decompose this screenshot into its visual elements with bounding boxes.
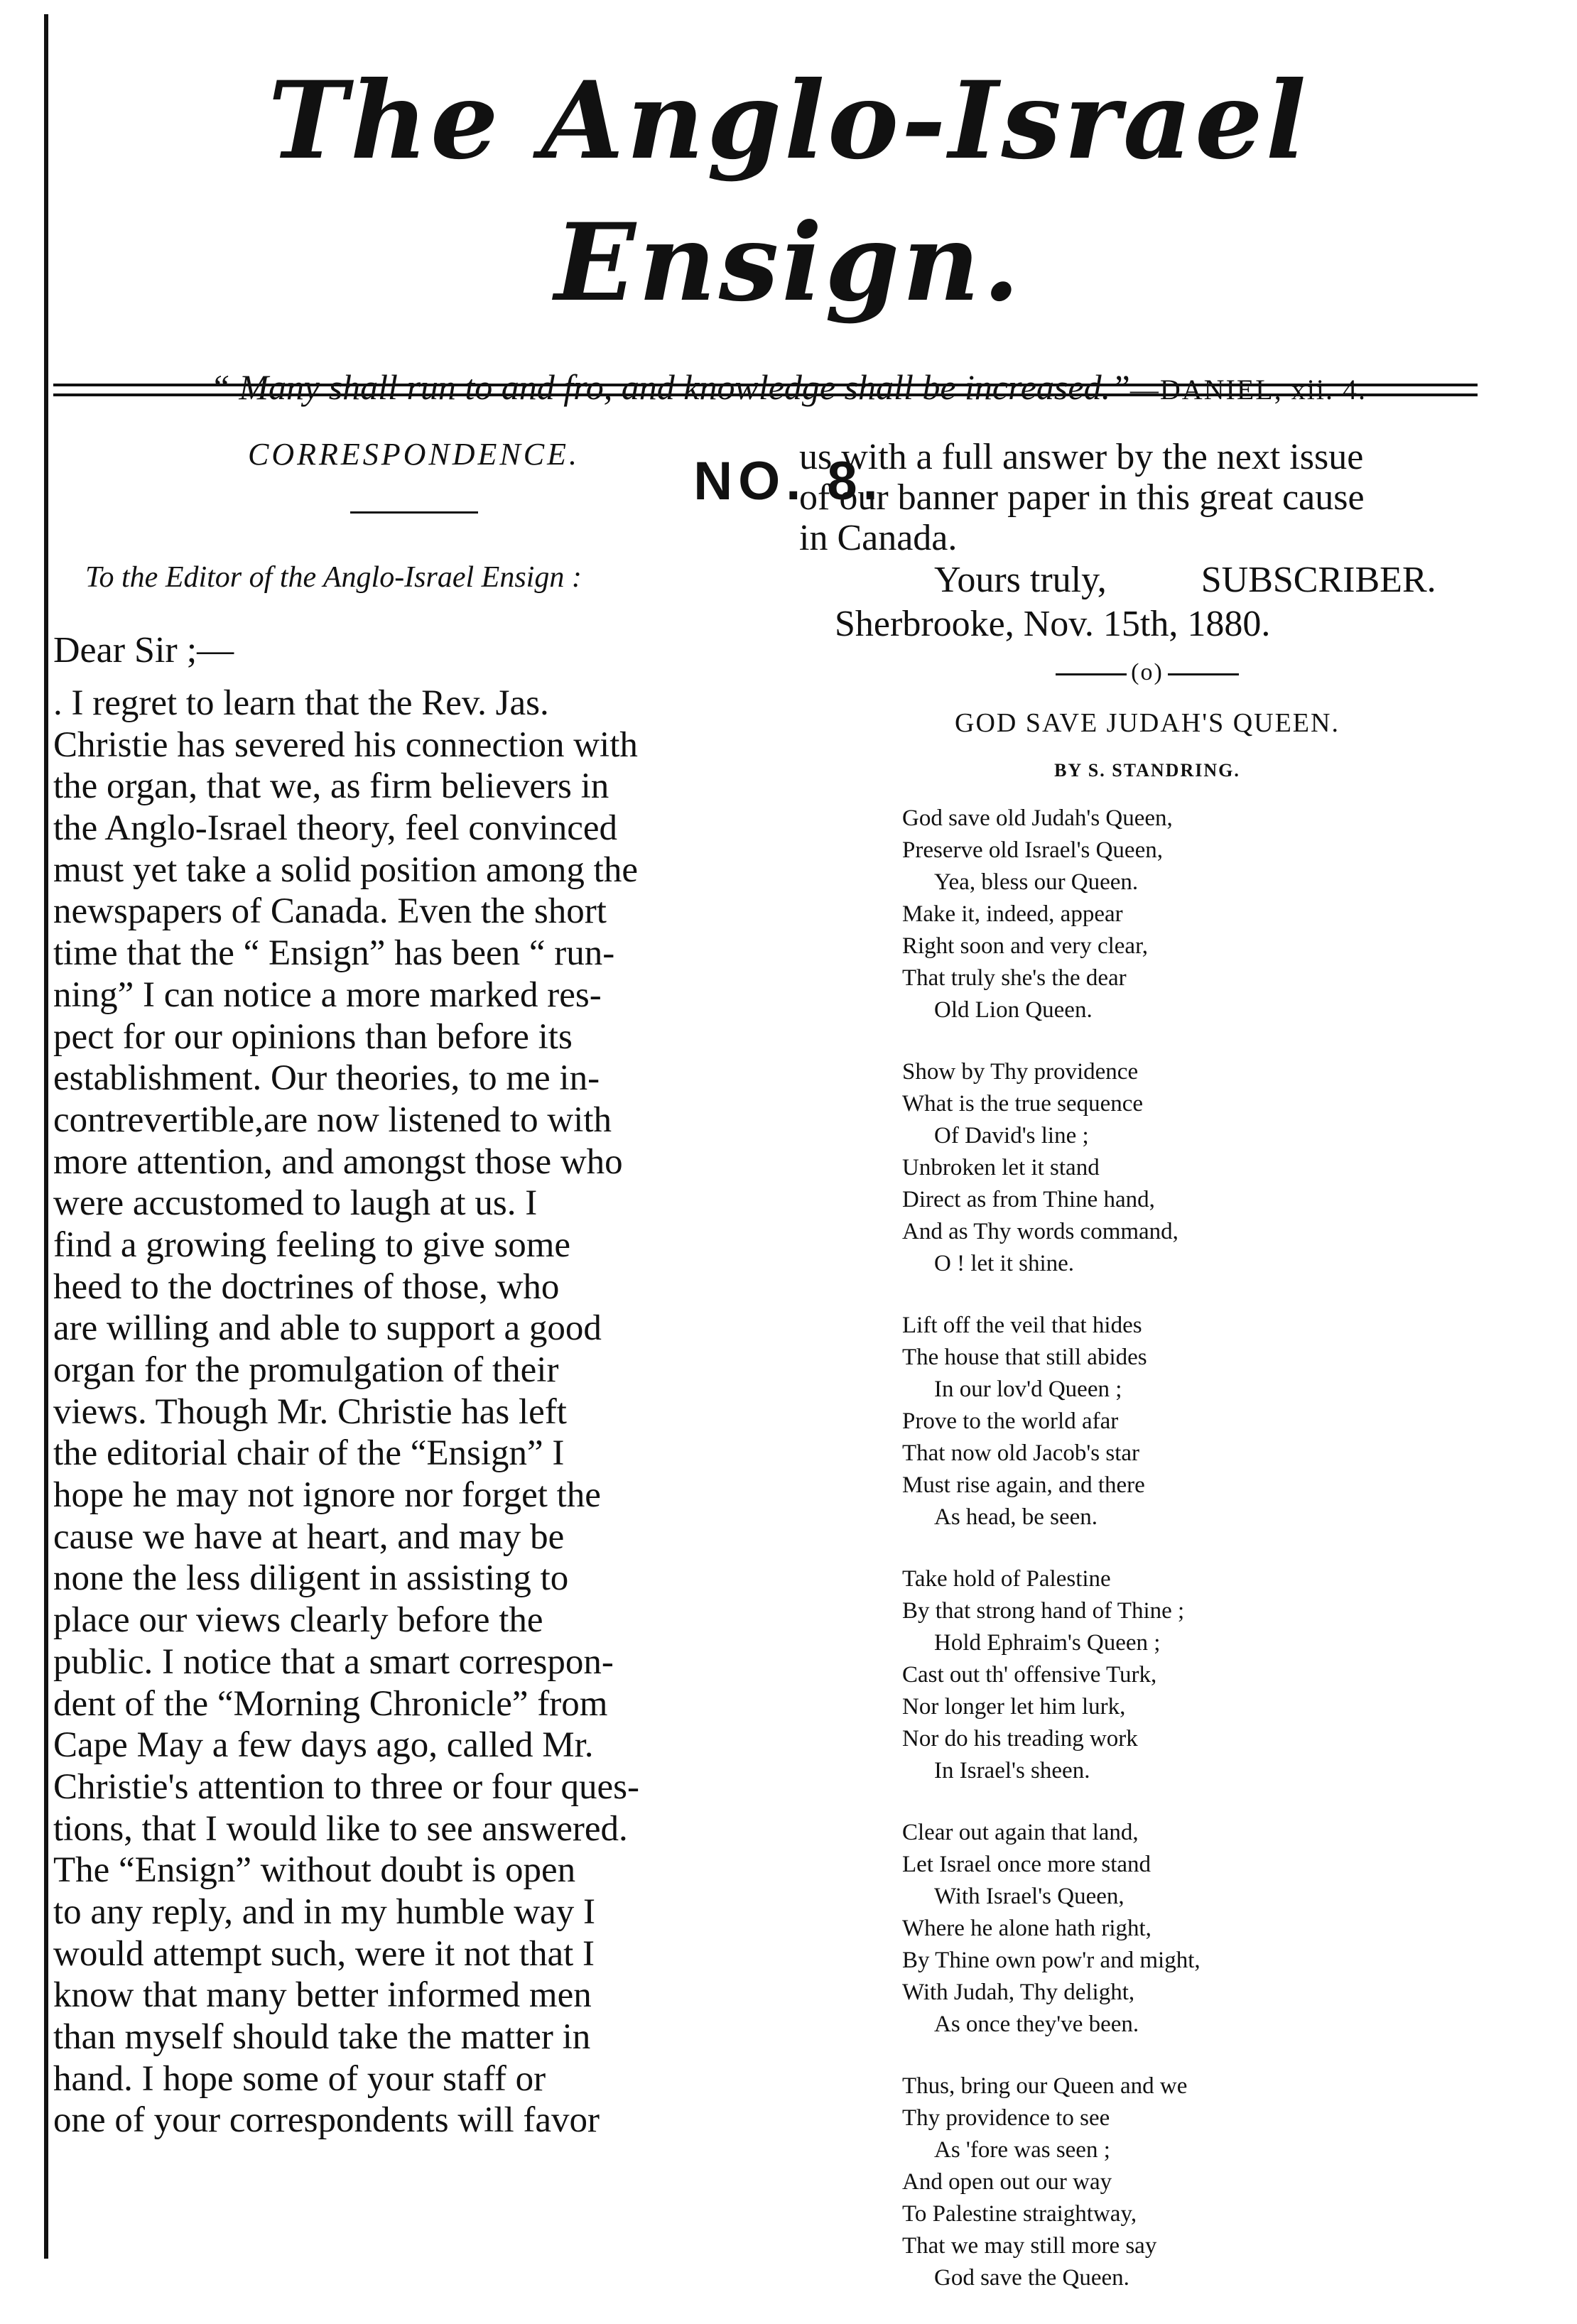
letter-line: The “Ensign” without doubt is open	[53, 1850, 576, 1891]
letter-line: more attention, and amongst those who	[53, 1141, 623, 1182]
motto-text: “ Many shall run to and fro, and knowledge shall be increased.”	[210, 367, 1130, 407]
letter-line: heed to the doctrines of those, who	[53, 1266, 560, 1307]
letter-line: newspapers of Canada. Even the short	[53, 891, 607, 932]
letter-line: contrevertible,are now listened to with	[53, 1099, 612, 1140]
poem-line: By that strong hand of Thine ;	[902, 1598, 1185, 1624]
letter-line: us with a full answer by the next issue	[799, 437, 1364, 477]
letter-line: establishment. Our theories, to me in-	[53, 1058, 600, 1099]
poem-line: As 'fore was seen ;	[934, 2137, 1110, 2163]
poem-line: In Israel's sheen.	[934, 1758, 1090, 1783]
poem-line: Right soon and very clear,	[902, 933, 1149, 959]
letter-line: the organ, that we, as firm believers in	[53, 766, 609, 807]
letter-line: views. Though Mr. Christie has left	[53, 1391, 567, 1432]
poem-line: Must rise again, and there	[902, 1472, 1145, 1498]
poem-stanza	[902, 1310, 1502, 1533]
poem-line: As head, be seen.	[934, 1504, 1098, 1530]
letter-line: one of your correspondents will favor	[53, 2100, 600, 2141]
poem-line: With Judah, Thy delight,	[902, 1980, 1135, 2005]
poem-stanza	[902, 2070, 1502, 2294]
letter-line: hope he may not ignore nor forget the	[53, 1475, 601, 1516]
section-rule	[350, 511, 478, 514]
motto-reference: —DANIEL, xii. 4.	[1129, 374, 1367, 406]
poem-line: Thy providence to see	[902, 2105, 1110, 2131]
poem-title: GOD SAVE JUDAH'S QUEEN.	[955, 708, 1340, 738]
poem-line: With Israel's Queen,	[934, 1884, 1125, 1909]
letter-line: are willing and able to support a good	[53, 1308, 602, 1349]
left-margin-rule	[44, 14, 48, 2259]
poem-line: Nor do his treading work	[902, 1726, 1138, 1752]
poem-line: Let Israel once more stand	[902, 1852, 1151, 1877]
poem-line: That now old Jacob's star	[902, 1440, 1140, 1466]
poem-line: Preserve old Israel's Queen,	[902, 837, 1163, 863]
poem-stanza	[902, 1056, 1502, 1280]
poem-line: Thus, bring our Queen and we	[902, 2073, 1188, 2099]
ornament-divider	[792, 659, 1502, 686]
poem-line: Unbroken let it stand	[902, 1155, 1100, 1180]
poem-line: Lift off the veil that hides	[902, 1313, 1142, 1338]
section-title: CORRESPONDENCE.	[248, 437, 580, 472]
letter-line: of our banner paper in this great cause	[799, 477, 1365, 518]
poem-line: God save old Judah's Queen,	[902, 805, 1173, 831]
letter-line: tions, that I would like to see answered.	[53, 1808, 628, 1849]
letter-line: find a growing feeling to give some	[53, 1225, 570, 1265]
poem-body	[902, 803, 1502, 2294]
right-column	[792, 437, 1502, 2324]
poem-line: Cast out th' offensive Turk,	[902, 1662, 1157, 1688]
poem-line: What is the true sequence	[902, 1091, 1144, 1117]
addressee: To the Editor of the Anglo-Israel Ensign :	[85, 561, 582, 594]
poem-line: Old Lion Queen.	[934, 997, 1093, 1023]
poem-stanza	[902, 803, 1502, 1026]
poem-line: As once they've been.	[934, 2011, 1139, 2037]
poem-line: That truly she's the dear	[902, 965, 1127, 991]
poem-line: And as Thy words command,	[902, 1219, 1178, 1244]
place-date: Sherbrooke, Nov. 15th, 1880.	[835, 604, 1271, 644]
letter-line: public. I notice that a smart correspon-	[53, 1641, 614, 1682]
poem-author: BY S. STANDRING.	[1054, 760, 1240, 781]
letter-signoff	[792, 558, 1502, 602]
poem-line: Yea, bless our Queen.	[934, 869, 1139, 895]
poem-line: And open out our way	[902, 2169, 1112, 2195]
poem-line: Of David's line ;	[934, 1123, 1089, 1149]
letter-body	[53, 683, 774, 2141]
letter-line: time that the “ Ensign” has been “ run-	[53, 933, 615, 974]
letter-line: Christie has severed his connection with	[53, 724, 638, 765]
poem-line: Prove to the world afar	[902, 1408, 1119, 1434]
ornament-dash-left	[1056, 673, 1127, 675]
poem-line: O ! let it shine.	[934, 1251, 1075, 1276]
letter-line: pect for our opinions than before its	[53, 1016, 573, 1057]
poem-line: Make it, indeed, appear	[902, 901, 1123, 927]
poem-line: Clear out again that land,	[902, 1820, 1139, 1845]
poem-line: By Thine own pow'r and might,	[902, 1948, 1201, 1973]
letter-line: were accustomed to laugh at us. I	[53, 1183, 538, 1224]
poem-line: The house that still abides	[902, 1345, 1147, 1370]
newspaper-title: The Anglo-Israel Ensign.	[268, 58, 1309, 325]
poem-stanza	[902, 1563, 1502, 1787]
salutation: Dear Sir ;—	[53, 630, 234, 670]
letter-line: Christie's attention to three or four ques-	[53, 1766, 639, 1807]
closing: Yours truly,	[934, 560, 1107, 600]
poem-line: Direct as from Thine hand,	[902, 1187, 1155, 1212]
letter-line: . I regret to learn that the Rev. Jas.	[53, 683, 549, 723]
left-column	[53, 433, 774, 2141]
letter-line: the Anglo-Israel theory, feel convinced	[53, 808, 617, 849]
letter-line: place our views clearly before the	[53, 1600, 543, 1641]
poem-line: Nor longer let him lurk,	[902, 1694, 1126, 1720]
poem-line: In our lov'd Queen ;	[934, 1377, 1122, 1402]
letter-line: would attempt such, were it not that I	[53, 1933, 595, 1974]
letter-line: Cape May a few days ago, called Mr.	[53, 1725, 594, 1766]
ornament-dash-right	[1168, 673, 1239, 675]
poem-line: That we may still more say	[902, 2233, 1157, 2259]
letter-line: must yet take a solid position among the	[53, 849, 638, 890]
signature: SUBSCRIBER.	[1201, 560, 1436, 600]
letter-line: none the less diligent in assisting to	[53, 1558, 569, 1599]
letter-line: organ for the promulgation of their	[53, 1350, 559, 1390]
letter-line: know that many better informed men	[53, 1975, 592, 2016]
poem-stanza	[902, 1817, 1502, 2041]
letter-continued	[799, 437, 1502, 558]
poem-line: Take hold of Palestine	[902, 1566, 1111, 1592]
masthead-divider	[53, 384, 1478, 396]
poem-line: Hold Ephraim's Queen ;	[934, 1630, 1161, 1656]
letter-line: in Canada.	[799, 518, 958, 558]
letter-line: dent of the “Morning Chronicle” from	[53, 1683, 608, 1724]
letter-line: to any reply, and in my humble way I	[53, 1891, 595, 1932]
letter-line: ning” I can notice a more marked res-	[53, 974, 602, 1015]
letter-line: hand. I hope some of your staff or	[53, 2058, 546, 2099]
poem-line: God save the Queen.	[934, 2265, 1129, 2291]
poem-line: Where he alone hath right,	[902, 1916, 1151, 1941]
letter-line: than myself should take the matter in	[53, 2017, 591, 2057]
letter-line: the editorial chair of the “Ensign” I	[53, 1433, 565, 1474]
poem-line: To Palestine straightway,	[902, 2201, 1137, 2227]
issue-number: NO. 8.	[693, 451, 884, 511]
letter-line: cause we have at heart, and may be	[53, 1516, 565, 1557]
ornament-mark: (o)	[1131, 659, 1164, 685]
poem-line: Show by Thy providence	[902, 1059, 1139, 1085]
